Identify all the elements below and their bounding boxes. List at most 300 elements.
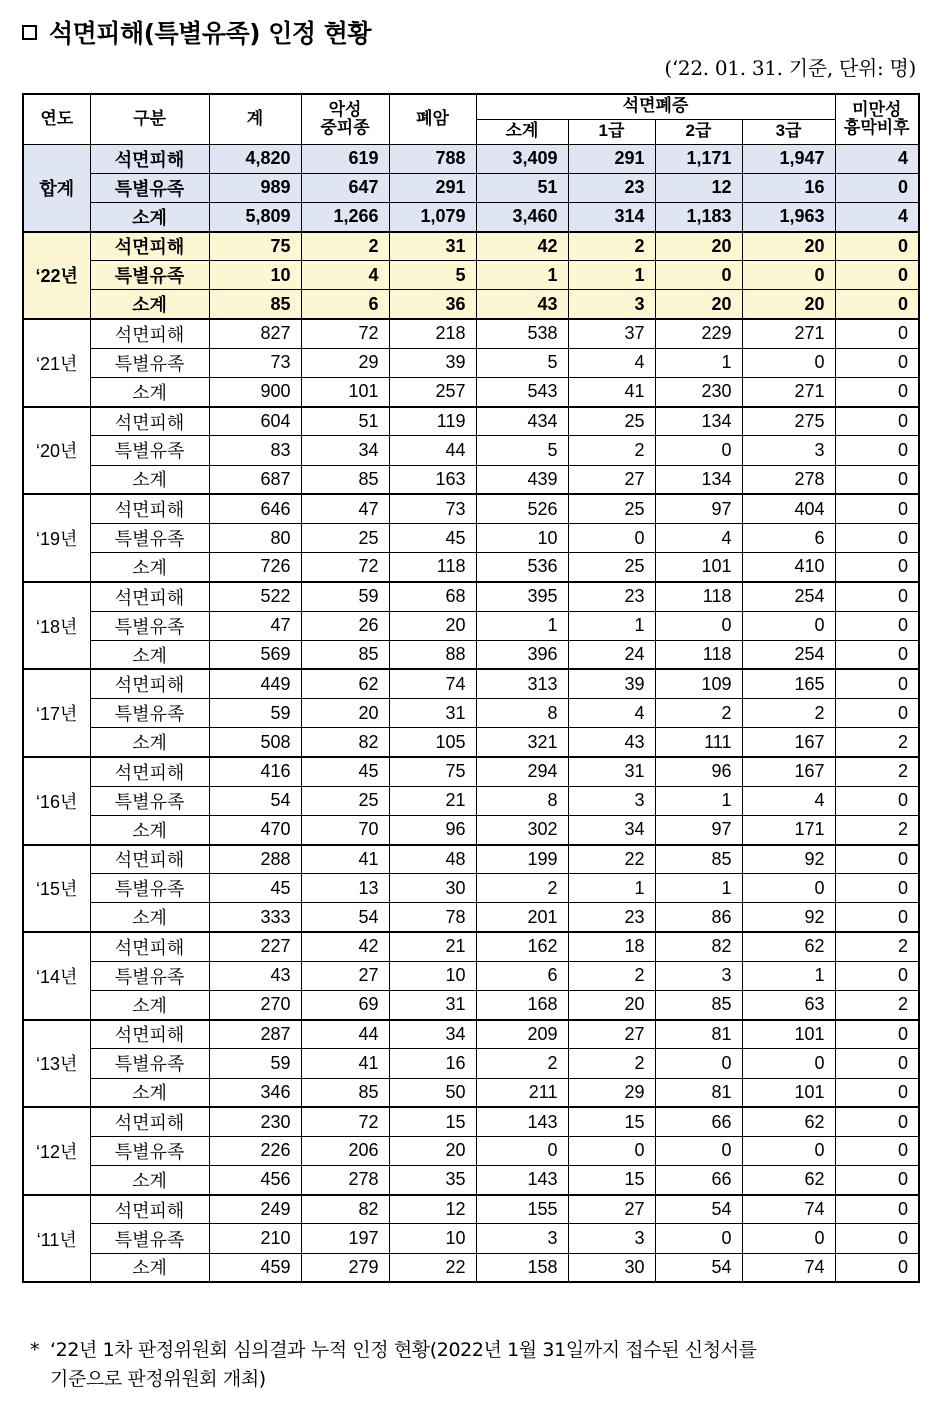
value-cell: 16 [389, 1049, 476, 1078]
value-cell: 92 [742, 903, 835, 932]
value-cell: 54 [209, 786, 301, 815]
value-cell: 4 [835, 144, 919, 173]
year-group [23, 1020, 919, 1108]
value-cell: 0 [835, 173, 919, 202]
value-cell: 25 [301, 523, 389, 552]
value-cell: 167 [742, 728, 835, 757]
value-cell: 118 [389, 553, 476, 582]
category-cell: 석면피해 [90, 144, 209, 173]
value-cell: 0 [655, 436, 742, 465]
value-cell: 15 [568, 1166, 655, 1195]
value-cell: 314 [568, 202, 655, 231]
value-cell: 687 [209, 465, 301, 494]
value-cell: 97 [655, 494, 742, 523]
category-cell: 석면피해 [90, 494, 209, 523]
year-group [23, 757, 919, 845]
value-cell: 2 [742, 699, 835, 728]
table-row [23, 786, 919, 815]
value-cell: 3 [655, 961, 742, 990]
category-cell: 특별유족 [90, 173, 209, 202]
table-row [23, 961, 919, 990]
value-cell: 101 [301, 378, 389, 407]
value-cell: 526 [476, 494, 568, 523]
value-cell: 449 [209, 669, 301, 698]
value-cell: 34 [568, 815, 655, 844]
value-cell: 85 [655, 990, 742, 1019]
value-cell: 4 [835, 202, 919, 231]
table-row [23, 757, 919, 786]
value-cell: 85 [655, 845, 742, 874]
category-cell: 석면피해 [90, 1020, 209, 1049]
value-cell: 294 [476, 757, 568, 786]
value-cell: 54 [655, 1195, 742, 1224]
value-cell: 0 [835, 699, 919, 728]
value-cell: 287 [209, 1020, 301, 1049]
value-cell: 45 [209, 874, 301, 903]
value-cell: 226 [209, 1136, 301, 1165]
value-cell: 59 [209, 699, 301, 728]
value-cell: 27 [568, 1020, 655, 1049]
value-cell: 13 [301, 874, 389, 903]
value-cell: 44 [389, 436, 476, 465]
value-cell: 34 [389, 1020, 476, 1049]
value-cell: 20 [655, 290, 742, 319]
value-cell: 456 [209, 1166, 301, 1195]
value-cell: 43 [209, 961, 301, 990]
value-cell: 62 [742, 1107, 835, 1136]
value-cell: 72 [301, 1107, 389, 1136]
category-cell: 석면피해 [90, 757, 209, 786]
footnote-line-2: 기준으로 판정위원회 개최) [50, 1368, 266, 1390]
category-cell: 특별유족 [90, 261, 209, 290]
value-cell: 2 [301, 232, 389, 261]
value-cell: 989 [209, 173, 301, 202]
value-cell: 165 [742, 669, 835, 698]
category-cell: 특별유족 [90, 1049, 209, 1078]
value-cell: 15 [568, 1107, 655, 1136]
table-row [23, 1195, 919, 1224]
value-cell: 73 [209, 348, 301, 377]
header-lung-cancer: 폐암 [389, 94, 476, 144]
value-cell: 3 [568, 290, 655, 319]
value-cell: 27 [568, 465, 655, 494]
category-cell: 소계 [90, 1166, 209, 1195]
value-cell: 62 [742, 1166, 835, 1195]
value-cell: 0 [742, 261, 835, 290]
category-cell: 소계 [90, 903, 209, 932]
value-cell: 22 [389, 1253, 476, 1282]
category-cell: 특별유족 [90, 348, 209, 377]
value-cell: 0 [655, 1136, 742, 1165]
value-cell: 62 [742, 932, 835, 961]
value-cell: 0 [655, 611, 742, 640]
value-cell: 726 [209, 553, 301, 582]
year-group [23, 319, 919, 407]
value-cell: 0 [835, 436, 919, 465]
year-group [23, 407, 919, 495]
table-row [23, 1136, 919, 1165]
table-row [23, 1020, 919, 1049]
value-cell: 0 [742, 611, 835, 640]
value-cell: 78 [389, 903, 476, 932]
value-cell: 0 [835, 378, 919, 407]
table-row [23, 1253, 919, 1282]
value-cell: 31 [568, 757, 655, 786]
value-cell: 434 [476, 407, 568, 436]
value-cell: 396 [476, 640, 568, 669]
category-cell: 석면피해 [90, 232, 209, 261]
value-cell: 12 [655, 173, 742, 202]
value-cell: 10 [389, 961, 476, 990]
value-cell: 900 [209, 378, 301, 407]
year-group [23, 144, 919, 232]
value-cell: 82 [655, 932, 742, 961]
year-cell: ‘14년 [23, 932, 90, 1020]
value-cell: 2 [476, 874, 568, 903]
value-cell: 20 [389, 1136, 476, 1165]
category-cell: 소계 [90, 1078, 209, 1107]
value-cell: 66 [655, 1166, 742, 1195]
table-row [23, 202, 919, 231]
value-cell: 2 [835, 990, 919, 1019]
value-cell: 5,809 [209, 202, 301, 231]
table-row [23, 144, 919, 173]
year-cell: ‘17년 [23, 669, 90, 757]
category-cell: 소계 [90, 640, 209, 669]
value-cell: 459 [209, 1253, 301, 1282]
value-cell: 0 [835, 961, 919, 990]
value-cell: 211 [476, 1078, 568, 1107]
value-cell: 0 [835, 1195, 919, 1224]
value-cell: 74 [742, 1195, 835, 1224]
value-cell: 23 [568, 173, 655, 202]
value-cell: 3 [568, 786, 655, 815]
table-row [23, 611, 919, 640]
table-row [23, 699, 919, 728]
value-cell: 199 [476, 845, 568, 874]
category-cell: 특별유족 [90, 523, 209, 552]
value-cell: 1,947 [742, 144, 835, 173]
value-cell: 4 [568, 699, 655, 728]
table-row [23, 640, 919, 669]
value-cell: 25 [568, 494, 655, 523]
value-cell: 31 [389, 699, 476, 728]
value-cell: 73 [389, 494, 476, 523]
footnote-line-1: ‘22년 1차 판정위원회 심의결과 누적 인정 현황(2022년 1월 31일까지 접수된 신청서를 [50, 1339, 757, 1361]
footnote-mark: * [30, 1339, 40, 1361]
value-cell: 209 [476, 1020, 568, 1049]
category-cell: 특별유족 [90, 874, 209, 903]
table-row [23, 319, 919, 348]
year-cell: ‘16년 [23, 757, 90, 845]
value-cell: 29 [301, 348, 389, 377]
value-cell: 197 [301, 1224, 389, 1253]
value-cell: 26 [301, 611, 389, 640]
value-cell: 1,963 [742, 202, 835, 231]
year-group [23, 932, 919, 1020]
category-cell: 소계 [90, 378, 209, 407]
value-cell: 291 [389, 173, 476, 202]
year-cell: ‘13년 [23, 1020, 90, 1108]
value-cell: 23 [568, 903, 655, 932]
value-cell: 0 [835, 874, 919, 903]
value-cell: 101 [655, 553, 742, 582]
table-row [23, 669, 919, 698]
value-cell: 20 [568, 990, 655, 1019]
value-cell: 69 [301, 990, 389, 1019]
value-cell: 68 [389, 582, 476, 611]
value-cell: 111 [655, 728, 742, 757]
value-cell: 34 [301, 436, 389, 465]
value-cell: 25 [568, 553, 655, 582]
header-year: 연도 [23, 94, 90, 144]
value-cell: 92 [742, 845, 835, 874]
value-cell: 20 [655, 232, 742, 261]
value-cell: 1 [655, 348, 742, 377]
value-cell: 75 [209, 232, 301, 261]
value-cell: 416 [209, 757, 301, 786]
value-cell: 31 [389, 990, 476, 1019]
value-cell: 22 [568, 845, 655, 874]
category-cell: 특별유족 [90, 1136, 209, 1165]
year-cell: ‘18년 [23, 582, 90, 670]
table-row [23, 465, 919, 494]
value-cell: 20 [301, 699, 389, 728]
value-cell: 0 [742, 1049, 835, 1078]
year-group [23, 669, 919, 757]
value-cell: 6 [301, 290, 389, 319]
value-cell: 2 [835, 932, 919, 961]
value-cell: 42 [301, 932, 389, 961]
value-cell: 21 [389, 786, 476, 815]
table-row [23, 494, 919, 523]
value-cell: 23 [568, 582, 655, 611]
value-cell: 218 [389, 319, 476, 348]
value-cell: 346 [209, 1078, 301, 1107]
value-cell: 39 [568, 669, 655, 698]
value-cell: 3,409 [476, 144, 568, 173]
year-group [23, 494, 919, 582]
value-cell: 74 [742, 1253, 835, 1282]
value-cell: 1 [476, 611, 568, 640]
value-cell: 45 [389, 523, 476, 552]
footnote [30, 1336, 920, 1394]
value-cell: 2 [835, 757, 919, 786]
value-cell: 0 [835, 290, 919, 319]
value-cell: 5 [389, 261, 476, 290]
value-cell: 2 [568, 1049, 655, 1078]
table-row [23, 1166, 919, 1195]
value-cell: 0 [835, 232, 919, 261]
value-cell: 43 [476, 290, 568, 319]
value-cell: 291 [568, 144, 655, 173]
value-cell: 167 [742, 757, 835, 786]
category-cell: 석면피해 [90, 1107, 209, 1136]
value-cell: 143 [476, 1107, 568, 1136]
value-cell: 30 [389, 874, 476, 903]
value-cell: 249 [209, 1195, 301, 1224]
table-row [23, 290, 919, 319]
value-cell: 3 [476, 1224, 568, 1253]
value-cell: 313 [476, 669, 568, 698]
value-cell: 18 [568, 932, 655, 961]
value-cell: 0 [476, 1136, 568, 1165]
header-grade-1: 1급 [568, 119, 655, 144]
category-cell: 소계 [90, 1253, 209, 1282]
value-cell: 0 [742, 348, 835, 377]
value-cell: 0 [835, 523, 919, 552]
value-cell: 271 [742, 319, 835, 348]
year-cell: ‘22년 [23, 232, 90, 320]
value-cell: 788 [389, 144, 476, 173]
value-cell: 302 [476, 815, 568, 844]
value-cell: 15 [389, 1107, 476, 1136]
value-cell: 3,460 [476, 202, 568, 231]
value-cell: 0 [835, 1166, 919, 1195]
value-cell: 59 [301, 582, 389, 611]
category-cell: 특별유족 [90, 436, 209, 465]
value-cell: 0 [835, 1078, 919, 1107]
value-cell: 569 [209, 640, 301, 669]
value-cell: 88 [389, 640, 476, 669]
value-cell: 85 [301, 465, 389, 494]
value-cell: 6 [476, 961, 568, 990]
value-cell: 0 [742, 1136, 835, 1165]
category-cell: 특별유족 [90, 699, 209, 728]
value-cell: 20 [742, 290, 835, 319]
value-cell: 1 [742, 961, 835, 990]
value-cell: 51 [476, 173, 568, 202]
value-cell: 1,266 [301, 202, 389, 231]
value-cell: 47 [301, 494, 389, 523]
year-group [23, 845, 919, 933]
header-grade-3: 3급 [742, 119, 835, 144]
value-cell: 271 [742, 378, 835, 407]
value-cell: 2 [476, 1049, 568, 1078]
value-cell: 538 [476, 319, 568, 348]
value-cell: 4,820 [209, 144, 301, 173]
value-cell: 2 [835, 728, 919, 757]
value-cell: 0 [835, 903, 919, 932]
category-cell: 특별유족 [90, 1224, 209, 1253]
value-cell: 101 [742, 1020, 835, 1049]
value-cell: 3 [568, 1224, 655, 1253]
value-cell: 0 [835, 1020, 919, 1049]
value-cell: 254 [742, 640, 835, 669]
value-cell: 3 [742, 436, 835, 465]
table-row [23, 1049, 919, 1078]
value-cell: 0 [742, 874, 835, 903]
value-cell: 1 [568, 261, 655, 290]
table-row [23, 407, 919, 436]
value-cell: 0 [835, 494, 919, 523]
table-row [23, 1078, 919, 1107]
table-row [23, 348, 919, 377]
header-asbestosis: 석면폐증 [476, 94, 835, 119]
value-cell: 0 [835, 465, 919, 494]
value-cell: 0 [835, 786, 919, 815]
value-cell: 50 [389, 1078, 476, 1107]
value-cell: 72 [301, 553, 389, 582]
value-cell: 210 [209, 1224, 301, 1253]
year-group [23, 232, 919, 320]
table-row [23, 990, 919, 1019]
category-cell: 석면피해 [90, 1195, 209, 1224]
table-row [23, 845, 919, 874]
value-cell: 8 [476, 699, 568, 728]
category-cell: 소계 [90, 728, 209, 757]
value-cell: 51 [301, 407, 389, 436]
value-cell: 39 [389, 348, 476, 377]
value-cell: 86 [655, 903, 742, 932]
value-cell: 8 [476, 786, 568, 815]
value-cell: 619 [301, 144, 389, 173]
value-cell: 646 [209, 494, 301, 523]
value-cell: 1,183 [655, 202, 742, 231]
table-row [23, 523, 919, 552]
table-row [23, 874, 919, 903]
value-cell: 2 [568, 436, 655, 465]
category-cell: 특별유족 [90, 961, 209, 990]
category-cell: 석면피해 [90, 582, 209, 611]
value-cell: 163 [389, 465, 476, 494]
value-cell: 439 [476, 465, 568, 494]
value-cell: 1 [568, 874, 655, 903]
category-cell: 석면피해 [90, 669, 209, 698]
value-cell: 0 [835, 640, 919, 669]
value-cell: 0 [835, 582, 919, 611]
value-cell: 254 [742, 582, 835, 611]
value-cell: 2 [835, 815, 919, 844]
value-cell: 321 [476, 728, 568, 757]
year-cell: ‘11년 [23, 1195, 90, 1283]
value-cell: 278 [742, 465, 835, 494]
category-cell: 소계 [90, 553, 209, 582]
category-cell: 소계 [90, 990, 209, 1019]
value-cell: 0 [835, 319, 919, 348]
value-cell: 230 [209, 1107, 301, 1136]
header-asbestosis-subtotal: 소계 [476, 119, 568, 144]
value-cell: 35 [389, 1166, 476, 1195]
value-cell: 168 [476, 990, 568, 1019]
value-cell: 21 [389, 932, 476, 961]
value-cell: 827 [209, 319, 301, 348]
value-cell: 63 [742, 990, 835, 1019]
header-category: 구분 [90, 94, 209, 144]
value-cell: 1 [568, 611, 655, 640]
table-row [23, 728, 919, 757]
table-row [23, 261, 919, 290]
value-cell: 4 [742, 786, 835, 815]
value-cell: 4 [301, 261, 389, 290]
value-cell: 20 [389, 611, 476, 640]
value-cell: 48 [389, 845, 476, 874]
title-text: 석면피해(특별유족) 인정 현황 [49, 19, 372, 48]
year-cell: ‘19년 [23, 494, 90, 582]
value-cell: 0 [835, 261, 919, 290]
table-reference-note: (‘22. 01. 31. 기준, 단위: 명) [664, 56, 916, 80]
value-cell: 536 [476, 553, 568, 582]
value-cell: 85 [301, 640, 389, 669]
value-cell: 20 [742, 232, 835, 261]
value-cell: 44 [301, 1020, 389, 1049]
value-cell: 508 [209, 728, 301, 757]
value-cell: 81 [655, 1020, 742, 1049]
value-cell: 0 [835, 1224, 919, 1253]
value-cell: 43 [568, 728, 655, 757]
value-cell: 288 [209, 845, 301, 874]
table-row [23, 932, 919, 961]
